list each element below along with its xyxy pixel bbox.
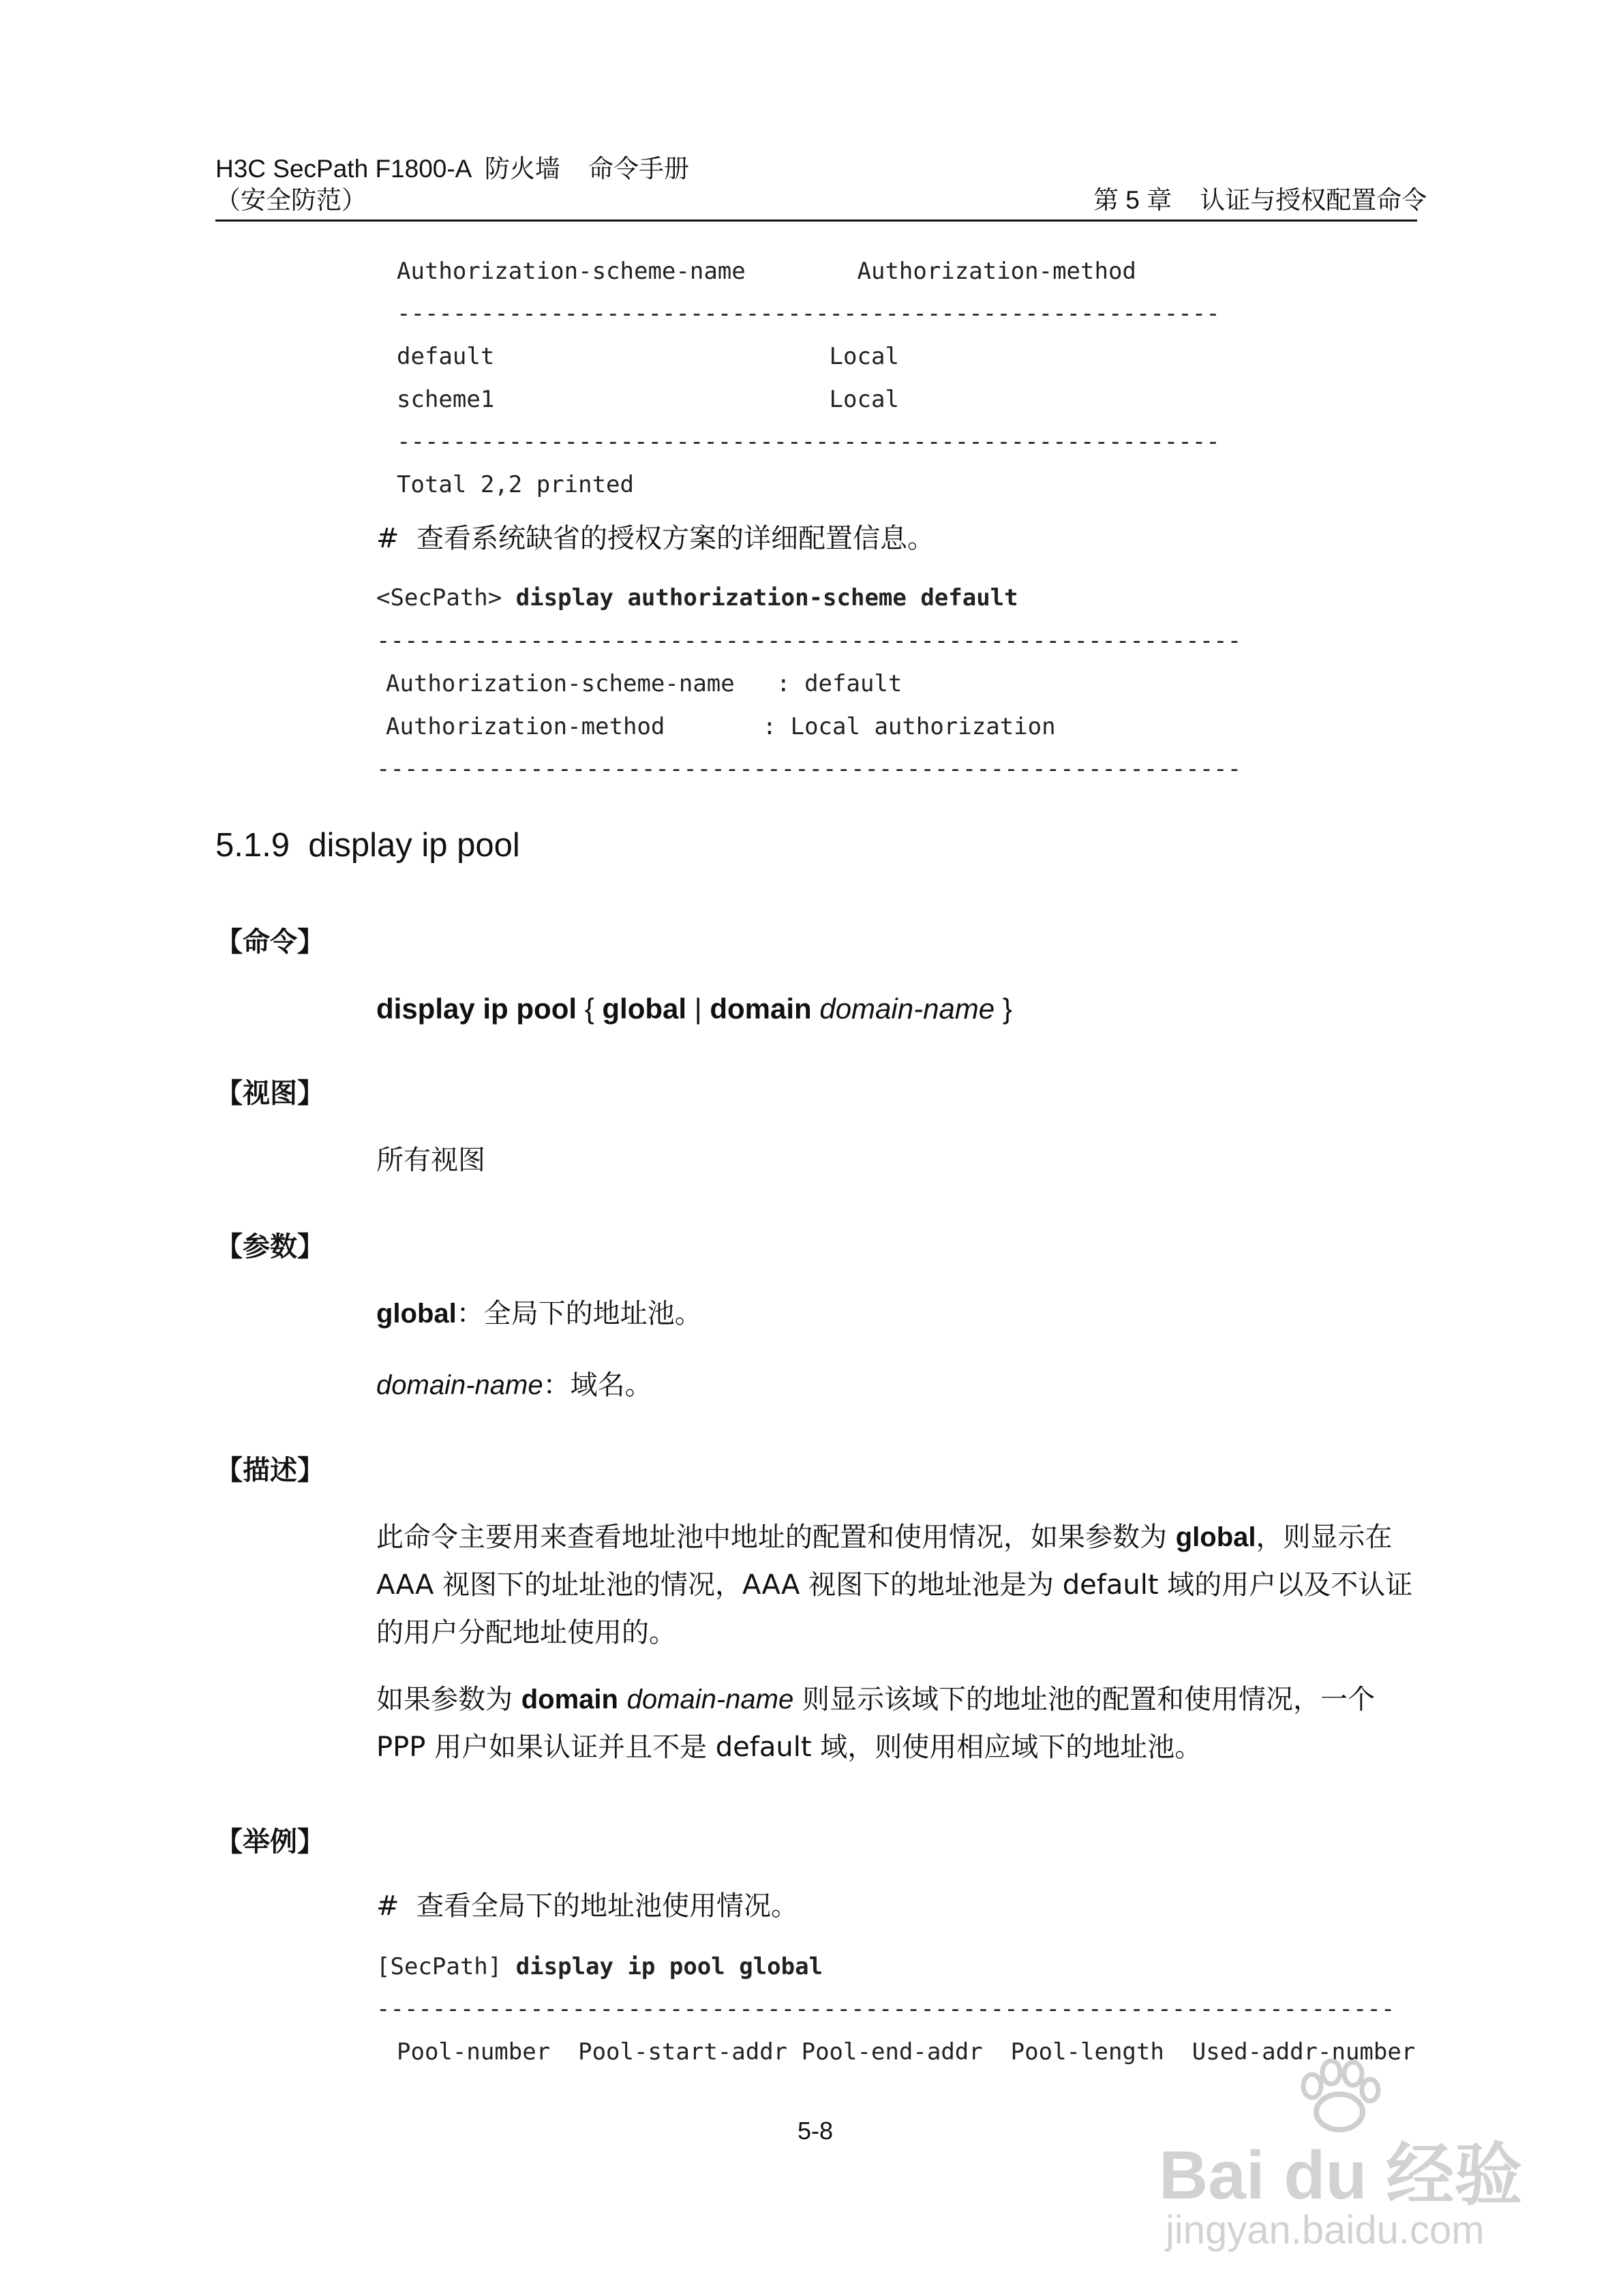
- description-paragraph-2: [376, 1676, 1419, 1771]
- syntax-space: [812, 993, 820, 1025]
- syntax-bar: |: [686, 993, 710, 1025]
- syntax-domain: domain: [710, 993, 812, 1025]
- example1-line1: Authorization-scheme-name : default: [386, 670, 902, 697]
- params-label: 【参数】: [215, 1231, 324, 1263]
- param-domain-name: [376, 1365, 652, 1406]
- command-syntax: [376, 993, 1012, 1025]
- param-domain-name-name: domain-name: [376, 1370, 543, 1400]
- output-dash-top: -----------------------------------------------------------: [397, 300, 1220, 327]
- desc-p1-a: 此命令主要用来查看地址池中地址的配置和使用情况，如果参数为: [376, 1522, 1176, 1553]
- prompt: <SecPath>: [376, 584, 516, 611]
- syntax-brace-close: }: [995, 993, 1012, 1025]
- example1-dash-bottom: --------------------------------------------------------------: [376, 755, 1242, 783]
- example2-col-header: Pool-number Pool-start-addr Pool-end-addr Pool-length Used-addr-number: [397, 2038, 1416, 2066]
- param-domain-name-desc: ：域名。: [543, 1370, 652, 1401]
- output-row-default: default Local: [397, 343, 899, 370]
- example1-command-line: [376, 584, 1018, 611]
- example2-comment: # 查看全局下的地址池使用情况。: [376, 1890, 798, 1922]
- section-heading: 5.1.9 display ip pool: [215, 827, 520, 864]
- doc-title: H3C SecPath F1800-A 防火墙 命令手册: [215, 155, 689, 183]
- example1-dash-top: --------------------------------------------------------------: [376, 627, 1242, 654]
- desc-p2-space: [618, 1684, 627, 1715]
- command: display authorization-scheme default: [515, 584, 1018, 611]
- header-rule: [215, 220, 1417, 222]
- param-global-desc: ：全局下的地址池。: [456, 1298, 702, 1329]
- output-total: Total 2,2 printed: [397, 471, 634, 498]
- description-paragraph-1: [376, 1513, 1419, 1657]
- command-label: 【命令】: [215, 926, 324, 958]
- desc-p2-domain-name: domain-name: [626, 1685, 794, 1715]
- chapter-title: 第 5 章 认证与授权配置命令: [1093, 186, 1427, 214]
- output-row-scheme1: scheme1 Local: [397, 386, 899, 413]
- example1-line2: Authorization-method : Local authorization: [386, 713, 1056, 740]
- watermark-logo: Bai du 经验: [1159, 2137, 1523, 2214]
- example2-command-line: [376, 1953, 823, 1980]
- syntax-global: global: [602, 993, 687, 1025]
- page-number: 5-8: [798, 2117, 834, 2145]
- desc-p2-e: 则显示该域下的地址池的配置和使用情况，一个 PPP 用户如果认证并且不是 default 域，则使用相应域下的地址池。: [376, 1684, 1375, 1763]
- param-global-name: global: [376, 1299, 457, 1329]
- example-label: 【举例】: [215, 1826, 324, 1858]
- desc-p1-c: ，则显示在 AAA 视图下的址址池的情况，AAA 视图下的地址池是为 default 域的用户以及不认证的用户分配地址使用的。: [376, 1522, 1413, 1648]
- prompt: [SecPath]: [376, 1953, 516, 1980]
- syntax-domain-name: domain-name: [819, 993, 995, 1025]
- command: display ip pool global: [515, 1953, 823, 1980]
- example1-comment: # 查看系统缺省的授权方案的详细配置信息。: [376, 523, 935, 554]
- param-global: [376, 1293, 702, 1334]
- desc-p1-global: global: [1175, 1522, 1256, 1552]
- output-col-header: Authorization-scheme-name Authorization-method: [397, 258, 1136, 285]
- watermark-url: jingyan.baidu.com: [1166, 2208, 1485, 2252]
- desc-p2-a: 如果参数为: [376, 1684, 521, 1715]
- example2-dash: -------------------------------------------------------------------------: [376, 1995, 1395, 2023]
- description-label: 【描述】: [215, 1455, 324, 1486]
- view-label: 【视图】: [215, 1078, 324, 1109]
- doc-subtitle: （安全防范）: [215, 186, 367, 214]
- watermark: [1159, 2059, 1541, 2263]
- desc-p2-domain: domain: [521, 1685, 618, 1715]
- output-dash-bottom: -----------------------------------------------------------: [397, 428, 1220, 455]
- view-text: 所有视图: [376, 1145, 485, 1176]
- syntax-command: display ip pool: [376, 993, 577, 1025]
- syntax-brace-open: {: [577, 993, 603, 1025]
